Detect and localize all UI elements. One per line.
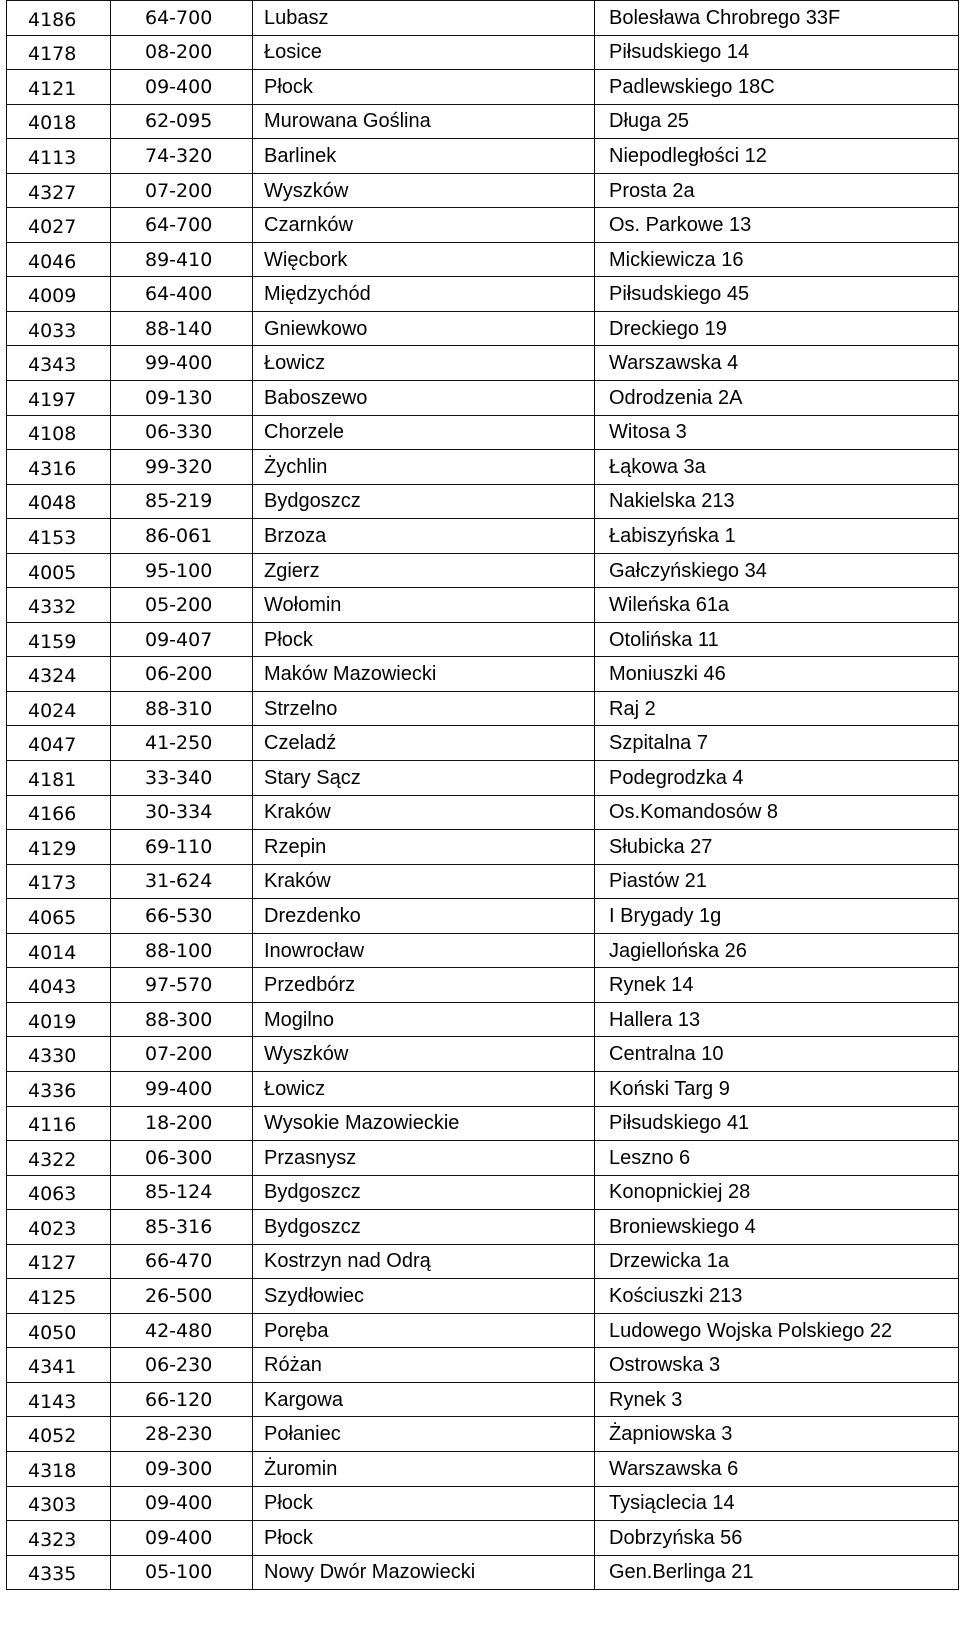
cell-postal-code: 09-400 bbox=[111, 1486, 253, 1521]
cell-postal-code: 06-300 bbox=[111, 1141, 253, 1176]
cell-postal-code: 06-330 bbox=[111, 415, 253, 450]
cell-postal-code: 74-320 bbox=[111, 139, 253, 174]
cell-id: 4186 bbox=[7, 1, 111, 36]
table-row bbox=[7, 277, 959, 312]
table-row bbox=[7, 691, 959, 726]
cell-postal-code: 30-334 bbox=[111, 795, 253, 830]
cell-street-address: I Brygady 1g bbox=[595, 899, 959, 934]
cell-postal-code: 07-200 bbox=[111, 1037, 253, 1072]
cell-postal-code: 89-410 bbox=[111, 242, 253, 277]
cell-postal-code: 18-200 bbox=[111, 1106, 253, 1141]
cell-postal-code: 06-230 bbox=[111, 1348, 253, 1383]
cell-postal-code: 07-200 bbox=[111, 173, 253, 208]
cell-id: 4052 bbox=[7, 1417, 111, 1452]
table-row bbox=[7, 1521, 959, 1556]
cell-street-address: Hallera 13 bbox=[595, 1002, 959, 1037]
cell-street-address: Tysiąclecia 14 bbox=[595, 1486, 959, 1521]
table-row bbox=[7, 346, 959, 381]
cell-city: Wyszków bbox=[253, 173, 595, 208]
cell-city: Nowy Dwór Mazowiecki bbox=[253, 1555, 595, 1590]
cell-id: 4043 bbox=[7, 968, 111, 1003]
cell-street-address: Drzewicka 1a bbox=[595, 1244, 959, 1279]
cell-city: Połaniec bbox=[253, 1417, 595, 1452]
address-table-body bbox=[7, 1, 959, 1590]
cell-id: 4047 bbox=[7, 726, 111, 761]
cell-id: 4121 bbox=[7, 70, 111, 105]
cell-city: Płock bbox=[253, 622, 595, 657]
cell-city: Poręba bbox=[253, 1313, 595, 1348]
cell-street-address: Nakielska 213 bbox=[595, 484, 959, 519]
cell-city: Kraków bbox=[253, 795, 595, 830]
cell-id: 4143 bbox=[7, 1382, 111, 1417]
cell-postal-code: 95-100 bbox=[111, 553, 253, 588]
table-row bbox=[7, 450, 959, 485]
cell-street-address: Szpitalna 7 bbox=[595, 726, 959, 761]
cell-city: Lubasz bbox=[253, 1, 595, 36]
table-row bbox=[7, 1451, 959, 1486]
cell-street-address: Padlewskiego 18C bbox=[595, 70, 959, 105]
cell-city: Żuromin bbox=[253, 1451, 595, 1486]
cell-postal-code: 42-480 bbox=[111, 1313, 253, 1348]
cell-city: Inowrocław bbox=[253, 933, 595, 968]
table-row bbox=[7, 968, 959, 1003]
cell-street-address: Dobrzyńska 56 bbox=[595, 1521, 959, 1556]
cell-postal-code: 88-310 bbox=[111, 691, 253, 726]
cell-street-address: Os.Komandosów 8 bbox=[595, 795, 959, 830]
table-row bbox=[7, 864, 959, 899]
address-table-container bbox=[6, 0, 959, 1590]
cell-id: 4005 bbox=[7, 553, 111, 588]
cell-postal-code: 64-400 bbox=[111, 277, 253, 312]
cell-street-address: Raj 2 bbox=[595, 691, 959, 726]
cell-city: Mogilno bbox=[253, 1002, 595, 1037]
table-row bbox=[7, 1486, 959, 1521]
table-row bbox=[7, 899, 959, 934]
cell-id: 4065 bbox=[7, 899, 111, 934]
cell-city: Przedbórz bbox=[253, 968, 595, 1003]
table-row bbox=[7, 415, 959, 450]
cell-id: 4178 bbox=[7, 35, 111, 70]
cell-postal-code: 88-100 bbox=[111, 933, 253, 968]
cell-id: 4046 bbox=[7, 242, 111, 277]
cell-id: 4316 bbox=[7, 450, 111, 485]
cell-id: 4341 bbox=[7, 1348, 111, 1383]
table-row bbox=[7, 1, 959, 36]
cell-id: 4009 bbox=[7, 277, 111, 312]
table-row bbox=[7, 1555, 959, 1590]
cell-id: 4343 bbox=[7, 346, 111, 381]
cell-street-address: Moniuszki 46 bbox=[595, 657, 959, 692]
cell-id: 4323 bbox=[7, 1521, 111, 1556]
cell-city: Szydłowiec bbox=[253, 1279, 595, 1314]
cell-street-address: Centralna 10 bbox=[595, 1037, 959, 1072]
cell-city: Gniewkowo bbox=[253, 311, 595, 346]
cell-postal-code: 09-407 bbox=[111, 622, 253, 657]
cell-city: Międzychód bbox=[253, 277, 595, 312]
cell-postal-code: 85-316 bbox=[111, 1210, 253, 1245]
cell-city: Przasnysz bbox=[253, 1141, 595, 1176]
cell-postal-code: 99-400 bbox=[111, 1071, 253, 1106]
table-row bbox=[7, 657, 959, 692]
cell-id: 4166 bbox=[7, 795, 111, 830]
cell-postal-code: 97-570 bbox=[111, 968, 253, 1003]
cell-city: Kargowa bbox=[253, 1382, 595, 1417]
table-row bbox=[7, 1244, 959, 1279]
cell-street-address: Piłsudskiego 14 bbox=[595, 35, 959, 70]
table-row bbox=[7, 70, 959, 105]
cell-id: 4027 bbox=[7, 208, 111, 243]
cell-city: Strzelno bbox=[253, 691, 595, 726]
cell-city: Żychlin bbox=[253, 450, 595, 485]
cell-id: 4330 bbox=[7, 1037, 111, 1072]
cell-postal-code: 99-400 bbox=[111, 346, 253, 381]
cell-city: Wyszków bbox=[253, 1037, 595, 1072]
cell-id: 4023 bbox=[7, 1210, 111, 1245]
cell-id: 4033 bbox=[7, 311, 111, 346]
cell-city: Rzepin bbox=[253, 830, 595, 865]
cell-id: 4129 bbox=[7, 830, 111, 865]
cell-city: Bydgoszcz bbox=[253, 484, 595, 519]
cell-street-address: Mickiewicza 16 bbox=[595, 242, 959, 277]
cell-postal-code: 05-200 bbox=[111, 588, 253, 623]
cell-street-address: Długa 25 bbox=[595, 104, 959, 139]
cell-postal-code: 85-219 bbox=[111, 484, 253, 519]
cell-postal-code: 86-061 bbox=[111, 519, 253, 554]
cell-city: Czeladź bbox=[253, 726, 595, 761]
cell-street-address: Jagiellońska 26 bbox=[595, 933, 959, 968]
table-row bbox=[7, 553, 959, 588]
cell-city: Różan bbox=[253, 1348, 595, 1383]
table-row bbox=[7, 933, 959, 968]
cell-postal-code: 66-530 bbox=[111, 899, 253, 934]
cell-street-address: Os. Parkowe 13 bbox=[595, 208, 959, 243]
cell-id: 4159 bbox=[7, 622, 111, 657]
cell-street-address: Rynek 14 bbox=[595, 968, 959, 1003]
cell-street-address: Podegrodzka 4 bbox=[595, 761, 959, 796]
cell-postal-code: 31-624 bbox=[111, 864, 253, 899]
cell-postal-code: 64-700 bbox=[111, 1, 253, 36]
cell-street-address: Odrodzenia 2A bbox=[595, 381, 959, 416]
cell-postal-code: 66-470 bbox=[111, 1244, 253, 1279]
address-table bbox=[6, 0, 959, 1590]
cell-id: 4116 bbox=[7, 1106, 111, 1141]
cell-city: Płock bbox=[253, 70, 595, 105]
cell-id: 4303 bbox=[7, 1486, 111, 1521]
cell-postal-code: 64-700 bbox=[111, 208, 253, 243]
cell-city: Łowicz bbox=[253, 346, 595, 381]
cell-id: 4018 bbox=[7, 104, 111, 139]
table-row bbox=[7, 1417, 959, 1452]
cell-id: 4322 bbox=[7, 1141, 111, 1176]
cell-street-address: Kościuszki 213 bbox=[595, 1279, 959, 1314]
cell-postal-code: 41-250 bbox=[111, 726, 253, 761]
cell-street-address: Słubicka 27 bbox=[595, 830, 959, 865]
cell-street-address: Gen.Berlinga 21 bbox=[595, 1555, 959, 1590]
cell-street-address: Dreckiego 19 bbox=[595, 311, 959, 346]
cell-postal-code: 09-400 bbox=[111, 70, 253, 105]
table-row bbox=[7, 173, 959, 208]
cell-street-address: Witosa 3 bbox=[595, 415, 959, 450]
table-row bbox=[7, 726, 959, 761]
cell-street-address: Rynek 3 bbox=[595, 1382, 959, 1417]
cell-id: 4332 bbox=[7, 588, 111, 623]
cell-postal-code: 09-130 bbox=[111, 381, 253, 416]
cell-city: Kraków bbox=[253, 864, 595, 899]
cell-street-address: Wileńska 61a bbox=[595, 588, 959, 623]
cell-postal-code: 33-340 bbox=[111, 761, 253, 796]
cell-postal-code: 69-110 bbox=[111, 830, 253, 865]
table-row bbox=[7, 795, 959, 830]
cell-city: Drezdenko bbox=[253, 899, 595, 934]
cell-street-address: Ostrowska 3 bbox=[595, 1348, 959, 1383]
cell-city: Czarnków bbox=[253, 208, 595, 243]
cell-city: Wołomin bbox=[253, 588, 595, 623]
table-row bbox=[7, 519, 959, 554]
table-row bbox=[7, 830, 959, 865]
cell-id: 4324 bbox=[7, 657, 111, 692]
table-row bbox=[7, 1348, 959, 1383]
cell-city: Łosice bbox=[253, 35, 595, 70]
cell-postal-code: 62-095 bbox=[111, 104, 253, 139]
cell-city: Łowicz bbox=[253, 1071, 595, 1106]
cell-city: Kostrzyn nad Odrą bbox=[253, 1244, 595, 1279]
cell-postal-code: 28-230 bbox=[111, 1417, 253, 1452]
cell-id: 4127 bbox=[7, 1244, 111, 1279]
cell-id: 4019 bbox=[7, 1002, 111, 1037]
table-row bbox=[7, 1279, 959, 1314]
cell-id: 4014 bbox=[7, 933, 111, 968]
cell-city: Baboszewo bbox=[253, 381, 595, 416]
cell-street-address: Leszno 6 bbox=[595, 1141, 959, 1176]
table-row bbox=[7, 139, 959, 174]
table-row bbox=[7, 311, 959, 346]
cell-postal-code: 05-100 bbox=[111, 1555, 253, 1590]
cell-city: Maków Mazowiecki bbox=[253, 657, 595, 692]
table-row bbox=[7, 104, 959, 139]
table-row bbox=[7, 1071, 959, 1106]
cell-postal-code: 08-200 bbox=[111, 35, 253, 70]
cell-id: 4181 bbox=[7, 761, 111, 796]
table-row bbox=[7, 208, 959, 243]
cell-id: 4063 bbox=[7, 1175, 111, 1210]
cell-street-address: Piastów 21 bbox=[595, 864, 959, 899]
cell-city: Murowana Goślina bbox=[253, 104, 595, 139]
cell-city: Barlinek bbox=[253, 139, 595, 174]
cell-id: 4173 bbox=[7, 864, 111, 899]
cell-street-address: Łabiszyńska 1 bbox=[595, 519, 959, 554]
table-row bbox=[7, 242, 959, 277]
cell-city: Stary Sącz bbox=[253, 761, 595, 796]
cell-postal-code: 99-320 bbox=[111, 450, 253, 485]
cell-id: 4335 bbox=[7, 1555, 111, 1590]
cell-id: 4024 bbox=[7, 691, 111, 726]
cell-city: Brzoza bbox=[253, 519, 595, 554]
table-row bbox=[7, 1175, 959, 1210]
cell-id: 4050 bbox=[7, 1313, 111, 1348]
cell-street-address: Żapniowska 3 bbox=[595, 1417, 959, 1452]
cell-street-address: Koński Targ 9 bbox=[595, 1071, 959, 1106]
table-row bbox=[7, 1141, 959, 1176]
table-row bbox=[7, 588, 959, 623]
cell-city: Płock bbox=[253, 1486, 595, 1521]
table-row bbox=[7, 1313, 959, 1348]
table-row bbox=[7, 1002, 959, 1037]
cell-id: 4125 bbox=[7, 1279, 111, 1314]
table-row bbox=[7, 35, 959, 70]
cell-city: Bydgoszcz bbox=[253, 1210, 595, 1245]
cell-postal-code: 09-400 bbox=[111, 1521, 253, 1556]
cell-postal-code: 26-500 bbox=[111, 1279, 253, 1314]
cell-city: Płock bbox=[253, 1521, 595, 1556]
table-row bbox=[7, 1382, 959, 1417]
cell-city: Wysokie Mazowieckie bbox=[253, 1106, 595, 1141]
cell-city: Zgierz bbox=[253, 553, 595, 588]
table-row bbox=[7, 1037, 959, 1072]
cell-id: 4197 bbox=[7, 381, 111, 416]
cell-city: Bydgoszcz bbox=[253, 1175, 595, 1210]
cell-street-address: Łąkowa 3a bbox=[595, 450, 959, 485]
cell-street-address: Konopnickiej 28 bbox=[595, 1175, 959, 1210]
table-row bbox=[7, 622, 959, 657]
cell-street-address: Otolińska 11 bbox=[595, 622, 959, 657]
cell-id: 4113 bbox=[7, 139, 111, 174]
table-row bbox=[7, 1210, 959, 1245]
cell-postal-code: 66-120 bbox=[111, 1382, 253, 1417]
table-row bbox=[7, 761, 959, 796]
cell-street-address: Bolesława Chrobrego 33F bbox=[595, 1, 959, 36]
cell-street-address: Piłsudskiego 45 bbox=[595, 277, 959, 312]
cell-street-address: Broniewskiego 4 bbox=[595, 1210, 959, 1245]
cell-street-address: Warszawska 6 bbox=[595, 1451, 959, 1486]
cell-id: 4336 bbox=[7, 1071, 111, 1106]
cell-postal-code: 85-124 bbox=[111, 1175, 253, 1210]
cell-id: 4108 bbox=[7, 415, 111, 450]
cell-id: 4153 bbox=[7, 519, 111, 554]
cell-street-address: Ludowego Wojska Polskiego 22 bbox=[595, 1313, 959, 1348]
table-row bbox=[7, 484, 959, 519]
cell-postal-code: 09-300 bbox=[111, 1451, 253, 1486]
cell-city: Chorzele bbox=[253, 415, 595, 450]
cell-street-address: Gałczyńskiego 34 bbox=[595, 553, 959, 588]
cell-street-address: Niepodległości 12 bbox=[595, 139, 959, 174]
cell-id: 4327 bbox=[7, 173, 111, 208]
cell-street-address: Prosta 2a bbox=[595, 173, 959, 208]
cell-street-address: Warszawska 4 bbox=[595, 346, 959, 381]
cell-id: 4048 bbox=[7, 484, 111, 519]
table-row bbox=[7, 381, 959, 416]
table-row bbox=[7, 1106, 959, 1141]
cell-postal-code: 88-300 bbox=[111, 1002, 253, 1037]
cell-id: 4318 bbox=[7, 1451, 111, 1486]
cell-city: Więcbork bbox=[253, 242, 595, 277]
cell-street-address: Piłsudskiego 41 bbox=[595, 1106, 959, 1141]
cell-postal-code: 06-200 bbox=[111, 657, 253, 692]
cell-postal-code: 88-140 bbox=[111, 311, 253, 346]
